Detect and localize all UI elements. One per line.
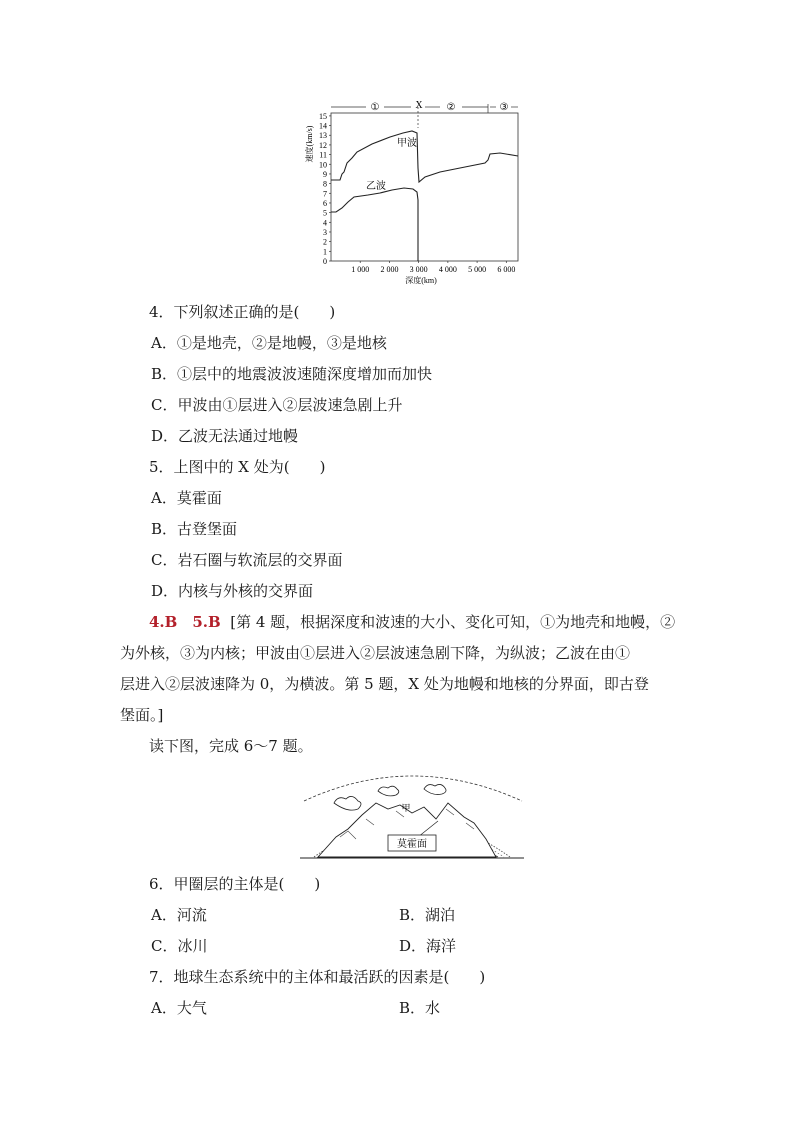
- label-moho: 莫霍面: [397, 839, 427, 850]
- label-jia: 甲: [401, 803, 411, 813]
- seismic-wave-figure: [300, 96, 535, 292]
- cloud-center: [378, 786, 399, 796]
- answer-text-1: [第 4 题，根据深度和波速的大小、变化可知，①为地壳和地幔，②: [230, 613, 676, 631]
- atmosphere-arc: [304, 776, 522, 801]
- region-x-label: X: [415, 100, 423, 111]
- q7-option-a: A．大气: [151, 999, 207, 1017]
- region-2-label: ②: [446, 102, 456, 113]
- wave-a-curve: [331, 131, 518, 182]
- y-tick-label: 2: [323, 237, 327, 247]
- y-tick-label: 0: [323, 257, 327, 266]
- cloud-right: [424, 784, 446, 794]
- wave-b-curve: [331, 188, 418, 261]
- q5-option-d: D．内核与外核的交界面: [151, 582, 314, 600]
- intro-text: 读下图，完成 6～7 题。: [149, 737, 313, 755]
- plot-frame: [331, 113, 518, 261]
- x-tick-label: 6 000: [497, 265, 516, 274]
- wave-a-label: 甲波: [397, 138, 417, 149]
- q4-stem: 4．下列叙述正确的是( ): [149, 303, 336, 321]
- y-tick-label: 5: [323, 208, 327, 218]
- earth-spheres-diagram: [296, 767, 528, 863]
- x-tick-label: 1 000: [351, 265, 370, 274]
- answer-line-4: 堡面。]: [120, 706, 164, 724]
- q4-option-b: B．①层中的地震波波速随深度增加而加快: [151, 365, 433, 383]
- answer-line-1: [149, 612, 675, 632]
- y-tick-label: 4: [323, 218, 327, 228]
- y-axis-label: 速度(km/s): [305, 125, 314, 163]
- wave-b-label: 乙波: [366, 181, 386, 192]
- q7-option-b: B．水: [399, 999, 441, 1017]
- y-tick-label: 8: [323, 179, 327, 189]
- q5-option-a: A．莫霍面: [151, 489, 222, 507]
- q6-option-d: D．海洋: [399, 937, 457, 955]
- q4-option-d: D．乙波无法通过地幔: [151, 427, 299, 445]
- y-tick-label: 3: [323, 227, 327, 237]
- region-brackets: [331, 104, 518, 128]
- q6-option-c: C．冰川: [151, 937, 208, 955]
- region-1-label: ①: [370, 102, 380, 113]
- q7-stem: 7．地球生态系统中的主体和最活跃的因素是( ): [149, 968, 486, 986]
- y-tick-label: 10: [319, 160, 327, 170]
- q5-stem: 5．上图中的 X 处为( ): [149, 458, 326, 476]
- x-tick-label: 5 000: [468, 265, 487, 274]
- answer-line-3: 层进入②层波速降为 0，为横波。第 5 题，X 处为地幔和地核的分界面，即古登: [120, 675, 649, 693]
- q5-option-b: B．古登堡面: [151, 520, 238, 538]
- answer-key: 4.B 5.B: [149, 613, 221, 631]
- x-axis-label: 深度(km): [405, 276, 437, 285]
- y-tick-label: 13: [319, 131, 327, 141]
- x-tick-label: 2 000: [380, 265, 399, 274]
- cloud-left: [334, 796, 361, 810]
- x-ticks: [351, 261, 515, 274]
- y-tick-label: 1: [323, 247, 327, 257]
- q5-option-c: C．岩石圈与软流层的交界面: [151, 551, 343, 569]
- q4-option-a: A．①是地壳，②是地幔，③是地核: [151, 334, 387, 352]
- answer-line-2: 为外核，③为内核；甲波由①层进入②层波速急剧下降，为纵波；乙波在由①: [120, 644, 631, 662]
- region-3-label: ③: [499, 102, 509, 113]
- y-tick-label: 7: [323, 189, 327, 199]
- y-tick-label: 6: [323, 198, 327, 208]
- y-tick-label: 14: [319, 121, 327, 131]
- y-tick-label: 11: [319, 150, 327, 160]
- y-ticks: [319, 112, 331, 266]
- q6-option-a: A．河流: [151, 906, 207, 924]
- y-tick-label: 9: [323, 169, 327, 179]
- q4-option-c: C．甲波由①层进入②层波速急剧上升: [151, 396, 403, 414]
- y-tick-label: 15: [319, 111, 327, 121]
- x-tick-label: 4 000: [438, 265, 457, 274]
- y-tick-label: 12: [319, 140, 327, 150]
- x-tick-label: 3 000: [409, 265, 428, 274]
- q6-option-b: B．湖泊: [399, 906, 456, 924]
- q6-stem: 6．甲圈层的主体是( ): [149, 875, 321, 893]
